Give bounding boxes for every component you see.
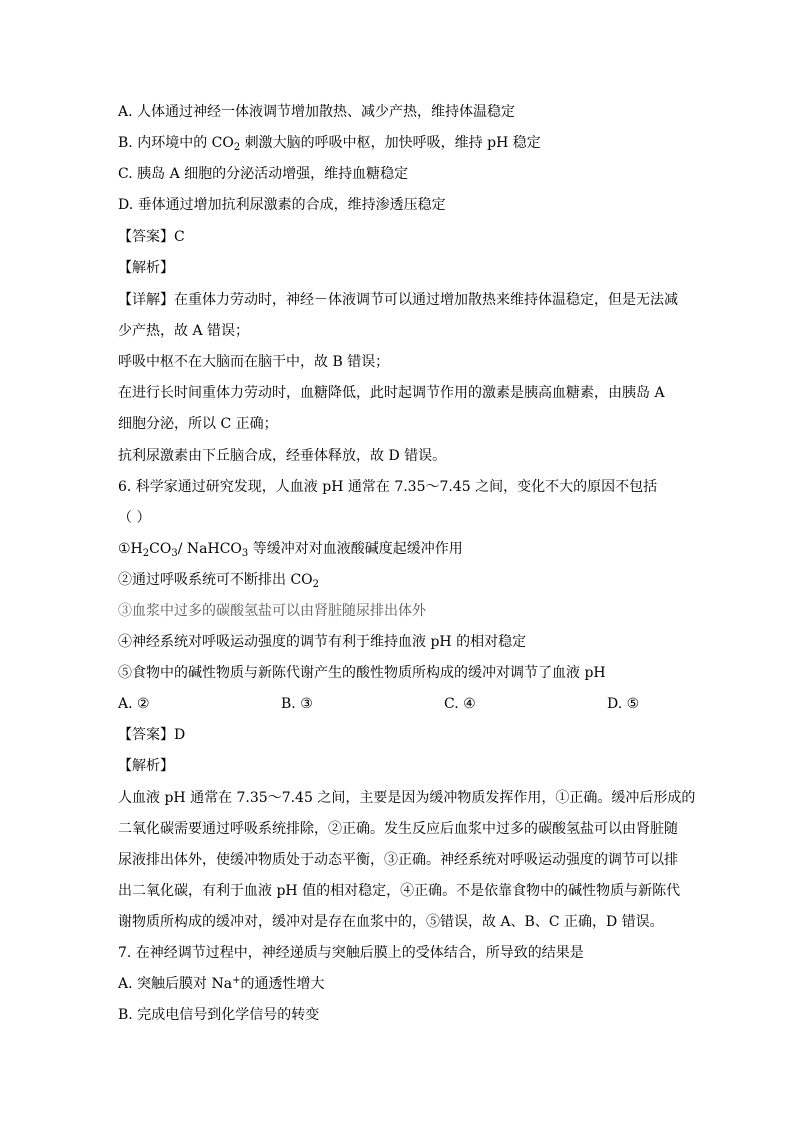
q5-option-b: B. 内环境中的 $CO_2$ 刺激大脑的呼吸中枢，加快呼吸，维持 pH 稳定 xyxy=(118,135,541,153)
q5-analysis-label: 【解析】 xyxy=(118,260,174,276)
q7-stem: 7. 在神经调节过程中，神经递质与突触后膜上的受体结合，所导致的结果是 xyxy=(118,945,584,961)
q5-option-c: C. 胰岛 A 细胞的分泌活动增强，维持血糖稳定 xyxy=(118,166,409,182)
q7-option-a: A. 突触后膜对 Na+的通透性增大 xyxy=(118,975,325,992)
q6-answer: 【答案】D xyxy=(118,727,186,743)
q7-option-b: B. 完成电信号到化学信号的转变 xyxy=(118,1007,320,1023)
q5-answer: 【答案】C xyxy=(118,229,185,245)
q5-detail-line: 呼吸中枢不在大脑而在脑干中，故 B 错误； xyxy=(118,354,390,370)
q6-choice-b: B. ③ xyxy=(281,696,313,712)
q6-item-2: ②通过呼吸系统可不断排出 $CO_2$ xyxy=(118,572,320,590)
q5-detail-line: 细胞分泌，所以 C 正确； xyxy=(118,416,278,432)
q6-analysis-label: 【解析】 xyxy=(118,758,174,774)
q5-detail-line: 少产热，故 A 错误； xyxy=(118,323,250,339)
q6-analysis-line: 出二氧化碳，有利于血液 pH 值的相对稳定，④正确。不是依靠食物中的碱性物质与新陈代 xyxy=(118,883,681,899)
q6-choice-c: C. ④ xyxy=(444,696,476,712)
q6-analysis-line: 二氧化碳需要通过呼吸系统排除，②正确。发生反应后血浆中过多的碳酸氢盐可以由肾脏随 xyxy=(118,821,678,837)
q6-item-5: ⑤食物中的碱性物质与新陈代谢产生的酸性物质所构成的缓冲对调节了血液 pH xyxy=(118,665,606,681)
q5-detail-line: 抗利尿激素由下丘脑合成，经垂体释放，故 D 错误。 xyxy=(118,448,447,464)
q6-analysis-line: 人血液 pH 通常在 7.35～7.45 之间，主要是因为缓冲物质发挥作用，①正确。缓冲后形成的 xyxy=(118,790,696,806)
q6-item-4: ④神经系统对呼吸运动强度的调节有利于维持血液 pH 的相对稳定 xyxy=(118,634,527,650)
q5-detail-line: 在进行长时间重体力劳动时，血糖降低，此时起调节作用的激素是胰高血糖素，由胰岛 A xyxy=(118,385,665,401)
q6-analysis-line: 谢物质所构成的缓冲对，缓冲对是存在血浆中的，⑤错误，故 A、B、C 正确，D 错误。 xyxy=(118,914,664,930)
q6-analysis-line: 尿液排出体外，使缓冲物质处于动态平衡，③正确。神经系统对呼吸运动强度的调节可以排 xyxy=(118,852,678,868)
q5-option-d: D. 垂体通过增加抗利尿激素的合成，维持渗透压稳定 xyxy=(118,197,446,213)
q5-option-a: A. 人体通过神经一体液调节增加散热、减少产热，维持体温稳定 xyxy=(118,104,516,120)
q6-item-1: $①H_2CO_3/$ NaHCO$_3$ 等缓冲对对血液酸碱度起缓冲作用 xyxy=(118,541,463,559)
q6-choice-a: A. ② xyxy=(118,696,150,712)
q5-detail-line: 【详解】在重体力劳动时，神经－体液调节可以通过增加散热来维持体温稳定，但是无法减 xyxy=(118,292,678,308)
q6-stem-bracket: （ ） xyxy=(118,510,151,526)
q6-choice-d: D. ⑤ xyxy=(607,696,640,712)
q6-item-3: ③血浆中过多的碳酸氢盐可以由肾脏随尿排出体外 xyxy=(118,603,426,619)
q6-stem: 6. 科学家通过研究发现，人血液 pH 通常在 7.35～7.45 之间，变化不大的原因不包括 xyxy=(118,479,658,495)
